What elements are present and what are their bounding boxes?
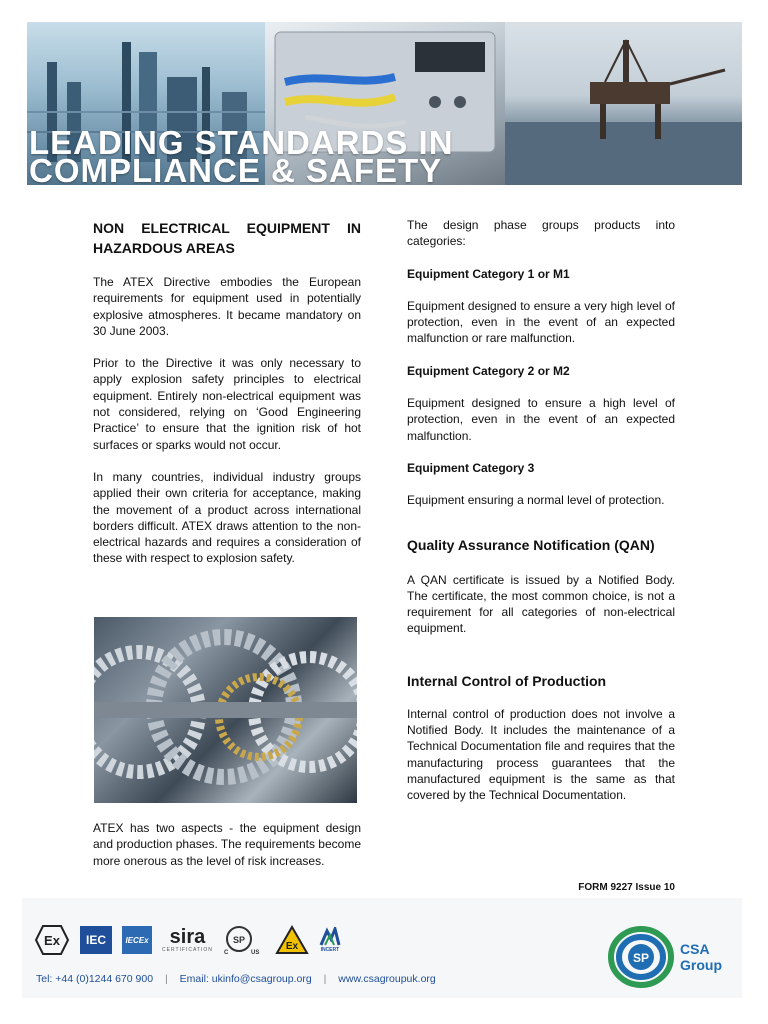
footer — [22, 898, 742, 998]
platform-illustration — [505, 22, 742, 185]
website-link[interactable]: www.csagroupuk.org — [338, 973, 436, 985]
left-paragraph-1: The ATEX Directive embodies the European requirements for equipment used in potentially explosive atmospheres. It became mandatory on 30 June 2003. — [93, 275, 361, 338]
left-paragraph-4: ATEX has two aspects - the equipment design and production phases. The requirements become more onerous as the level of risk increases. — [93, 821, 361, 868]
csa-mark-text: SP — [632, 951, 650, 965]
category-2-text: Equipment designed to ensure a high level of protection, even in the event of an expected malfunction. — [407, 396, 675, 443]
banner-title-line2: COMPLIANCE & SAFETY — [29, 152, 443, 185]
iecex-logo: IECEx — [122, 926, 152, 954]
form-identifier: FORM 9227 Issue 10 — [578, 882, 675, 893]
qan-text: A QAN certificate is issued by a Notified Body. The certificate, the most common choice, is not a requirement for all categories of non-electrical equipment. — [407, 572, 675, 636]
contact-line — [36, 973, 436, 985]
category-1-text: Equipment designed to ensure a very high level of protection, even in the event of an expected malfunction or rare malfunction. — [407, 298, 675, 346]
icp-text: Internal control of production does not involve a Notified Body. It includes the maintenance of a Technical Documentation file and requires that the manufacturing process guarantees that the manufactured equipment is the same as that covered by the Technical Documentation. — [407, 706, 675, 803]
certification-logos — [34, 924, 341, 956]
csa-us-mark: SP — [232, 935, 245, 945]
sira-logo — [162, 927, 213, 953]
header-banner — [27, 22, 742, 185]
csa-circle-icon — [608, 926, 674, 988]
left-paragraph-3: In many countries, individual industry groups applied their own criteria for acceptance, making the movement of a product across international borders difficult. ATEX draws attention to the non-electrical hazards and requires a consideration of these with respect to explosion safety. — [93, 469, 361, 566]
gears-illustration — [94, 617, 357, 803]
ex-hexagon-logo — [34, 924, 70, 956]
iec-logo: IEC — [80, 926, 112, 954]
right-column — [407, 217, 675, 820]
csa-us-us: US — [250, 950, 260, 956]
oil-platform-photo — [505, 22, 742, 185]
category-3-text: Equipment ensuring a normal level of protection. — [407, 493, 665, 508]
category-1-heading: Equipment Category 1 or M1 — [407, 266, 570, 281]
csa-group-text — [680, 941, 722, 973]
main-heading: NON ELECTRICAL EQUIPMENT IN HAZARDOUS AREAS — [93, 220, 361, 256]
telephone: Tel: +44 (0)1244 670 900 — [36, 973, 154, 985]
csa-us-c: C — [223, 950, 229, 956]
left-column — [93, 218, 361, 583]
separator-1: | — [164, 973, 168, 985]
left-paragraph-2: Prior to the Directive it was only necessary to apply explosion safety principles to electrical equipment. Entirely non-electrical equipment was not considered, relying on ‘Good Engineering Practice’ to ensure that the ignition risk of hot surfaces or sparks would not occur. — [93, 356, 361, 452]
ex-triangle-text: Ex — [285, 941, 298, 952]
email-link[interactable]: Email: ukinfo@csagroup.org — [179, 973, 312, 985]
incert-logo — [319, 927, 341, 953]
right-intro: The design phase groups products into categories: — [407, 218, 675, 249]
ex-hexagon-text: Ex — [44, 933, 60, 948]
gearbox-photo — [94, 617, 357, 803]
left-closing — [93, 820, 361, 885]
separator-2: | — [323, 973, 327, 985]
banner-title — [27, 124, 527, 185]
ex-warning-triangle-icon — [275, 925, 309, 955]
csa-group-logo — [608, 926, 722, 988]
icp-heading: Internal Control of Production — [407, 672, 607, 689]
category-3-heading: Equipment Category 3 — [407, 460, 535, 475]
sira-subtext: CERTIFICATION — [162, 947, 213, 953]
csa-text-line1: CSA — [680, 941, 710, 957]
banner-title-line1: LEADING STANDARDS IN — [29, 124, 454, 161]
csa-text-line2: Group — [680, 957, 722, 973]
category-2-heading: Equipment Category 2 or M2 — [407, 363, 570, 378]
csa-us-logo — [223, 924, 265, 956]
sira-text: sira — [169, 926, 206, 948]
incert-text: INCERT — [320, 947, 340, 953]
qan-heading: Quality Assurance Notification (QAN) — [407, 536, 655, 553]
